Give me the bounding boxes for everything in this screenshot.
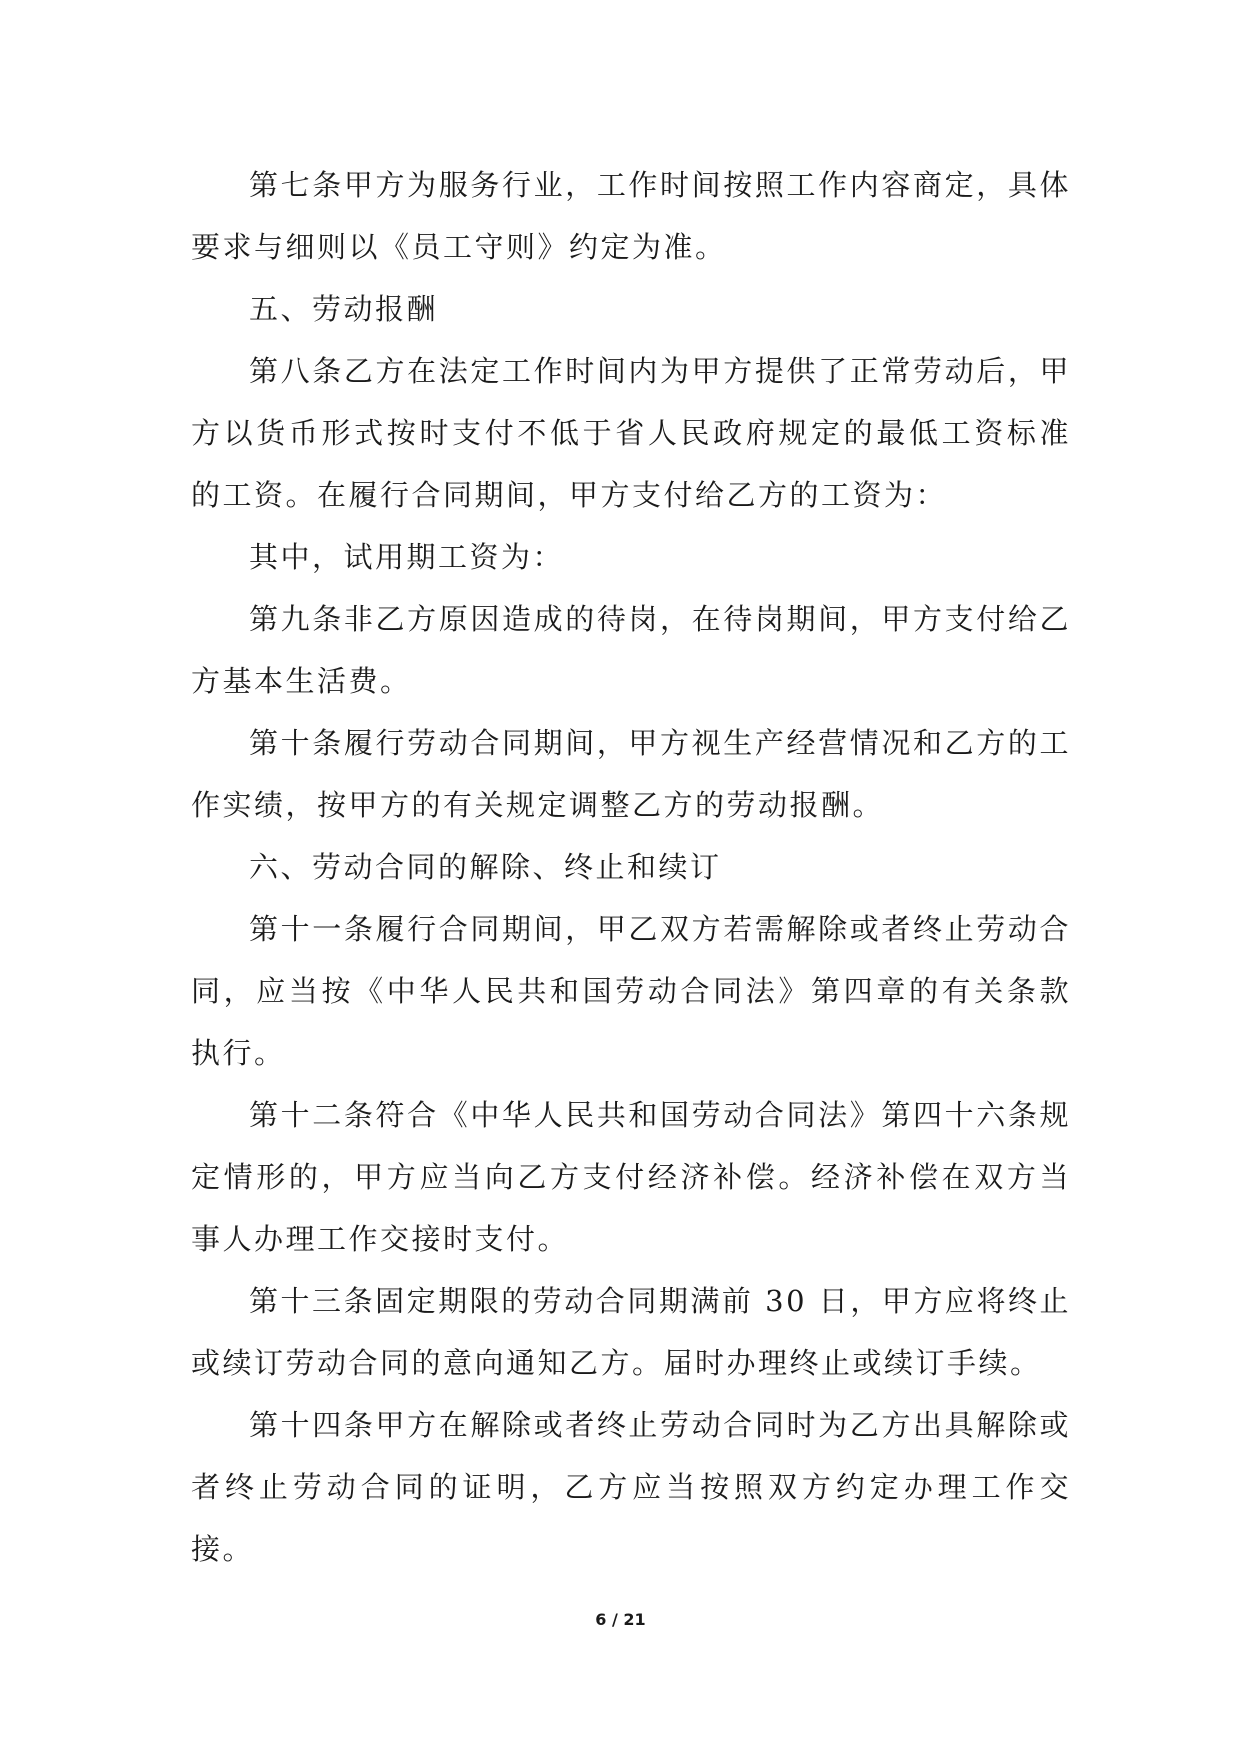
page-number: 6 / 21 [595, 1610, 646, 1629]
paragraph-article-13: 第十三条固定期限的劳动合同期满前 30 日，甲方应将终止或续订劳动合同的意向通知乙方。届时办理终止或续订手续。 [191, 1284, 1071, 1380]
paragraph-article-11: 第十一条履行合同期间，甲乙双方若需解除或者终止劳动合同，应当按《中华人民共和国劳动合同法》第四章的有关条款执行。 [191, 912, 1071, 1070]
paragraph-article-8: 第八条乙方在法定工作时间内为甲方提供了正常劳动后，甲方以货币形式按时支付不低于省人民政府规定的最低工资标准的工资。在履行合同期间，甲方支付给乙方的工资为： [191, 354, 1071, 512]
paragraph-article-12: 第十二条符合《中华人民共和国劳动合同法》第四十六条规定情形的，甲方应当向乙方支付经济补偿。经济补偿在双方当事人办理工作交接时支付。 [191, 1098, 1071, 1256]
paragraph-article-14: 第十四条甲方在解除或者终止劳动合同时为乙方出具解除或者终止劳动合同的证明，乙方应当按照双方约定办理工作交接。 [191, 1408, 1071, 1566]
section-heading-labor-pay: 五、劳动报酬 [249, 292, 439, 326]
paragraph-article-10: 第十条履行劳动合同期间，甲方视生产经营情况和乙方的工作实绩，按甲方的有关规定调整乙方的劳动报酬。 [191, 726, 1071, 822]
paragraph-article-7: 第七条甲方为服务行业，工作时间按照工作内容商定，具体要求与细则以《员工守则》约定为准。 [191, 168, 1071, 264]
paragraph-article-9: 第九条非乙方原因造成的待岗，在待岗期间，甲方支付给乙方基本生活费。 [191, 602, 1071, 698]
section-heading-termination: 六、劳动合同的解除、终止和续订 [249, 850, 722, 884]
paragraph-probation-wage: 其中，试用期工资为： [249, 540, 565, 574]
document-body [191, 154, 1071, 1580]
